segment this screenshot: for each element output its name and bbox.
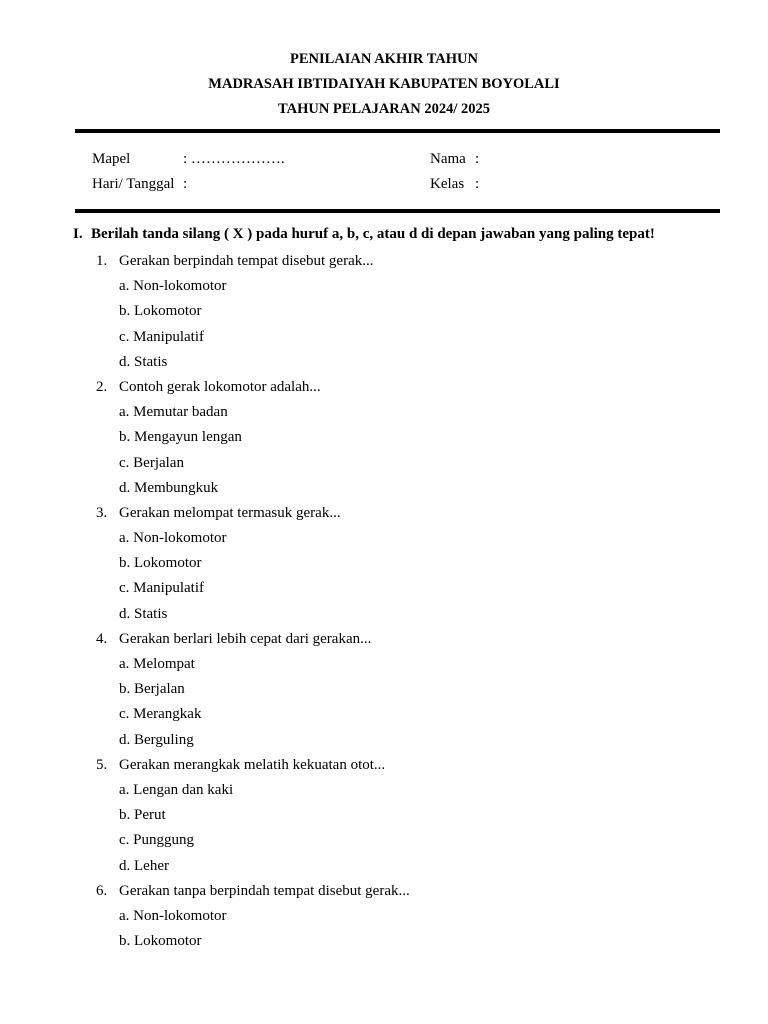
- answer-option: [0, 451, 768, 476]
- answer-option: [0, 576, 768, 601]
- answer-option: [0, 854, 768, 879]
- option-text: b. Mengayun lengan: [119, 429, 242, 446]
- question-text: Gerakan berlari lebih cepat dari gerakan...: [119, 630, 372, 647]
- option-text: a. Non-lokomotor: [119, 278, 227, 295]
- option-text: b. Lokomotor: [119, 303, 202, 320]
- answer-option: [0, 274, 768, 299]
- question-row: [0, 753, 768, 778]
- question-list: [0, 249, 768, 954]
- option-text: c. Manipulatif: [119, 328, 204, 345]
- kelas-value: :: [475, 176, 480, 192]
- question-number: 6.: [96, 882, 108, 899]
- option-text: a. Lengan dan kaki: [119, 781, 234, 798]
- option-text: a. Non-lokomotor: [119, 530, 227, 547]
- hari-tanggal-label: Hari/ Tanggal: [92, 176, 175, 192]
- question-row: [0, 249, 768, 274]
- option-text: b. Lokomotor: [119, 933, 202, 950]
- question-text: Gerakan melompat termasuk gerak...: [119, 504, 341, 521]
- question-text: Gerakan tanpa berpindah tempat disebut gerak...: [119, 882, 410, 899]
- option-text: b. Berjalan: [119, 681, 185, 698]
- hari-tanggal-value: :: [183, 176, 188, 192]
- school-name: MADRASAH IBTIDAIYAH KABUPATEN BOYOLALI: [208, 76, 560, 92]
- question-text: Gerakan merangkak melatih kekuatan otot...: [119, 756, 386, 773]
- question-row: [0, 501, 768, 526]
- answer-option: [0, 929, 768, 954]
- option-text: d. Leher: [119, 857, 169, 874]
- answer-option: [0, 677, 768, 702]
- mapel-value: : ……………….: [183, 151, 285, 167]
- answer-option: [0, 425, 768, 450]
- option-text: d. Statis: [119, 605, 168, 622]
- answer-option: [0, 652, 768, 677]
- header-divider-bottom: [75, 209, 720, 213]
- question-number: 1.: [96, 253, 108, 269]
- option-text: c. Manipulatif: [119, 580, 204, 597]
- answer-option: [0, 778, 768, 803]
- section-numeral: I.: [73, 226, 83, 242]
- exam-title: PENILAIAN AKHIR TAHUN: [290, 51, 478, 67]
- option-text: b. Lokomotor: [119, 555, 202, 572]
- question-row: [0, 627, 768, 652]
- option-text: a. Melompat: [119, 656, 195, 672]
- answer-option: [0, 350, 768, 375]
- option-text: c. Merangkak: [119, 706, 202, 723]
- section-instruction: [73, 226, 655, 243]
- option-text: a. Memutar badan: [119, 404, 228, 421]
- option-text: d. Berguling: [119, 731, 194, 748]
- question-number: 4.: [96, 630, 108, 647]
- answer-option: [0, 476, 768, 501]
- header-divider-top: [75, 129, 720, 133]
- option-text: c. Punggung: [119, 832, 194, 849]
- answer-option: [0, 803, 768, 828]
- nama-label: Nama: [430, 151, 466, 167]
- question-number: 3.: [96, 504, 108, 521]
- nama-value: :: [475, 151, 480, 167]
- option-text: d. Membungkuk: [119, 479, 219, 496]
- option-text: a. Non-lokomotor: [119, 907, 227, 924]
- question-text: Gerakan berpindah tempat disebut gerak...: [119, 253, 374, 269]
- mapel-label: Mapel: [92, 151, 131, 167]
- answer-option: [0, 602, 768, 627]
- academic-year: TAHUN PELAJARAN 2024/ 2025: [278, 101, 490, 117]
- question-row: [0, 375, 768, 400]
- answer-option: [0, 828, 768, 853]
- option-text: d. Statis: [119, 353, 168, 370]
- kelas-label: Kelas: [430, 176, 465, 192]
- question-number: 5.: [96, 756, 108, 773]
- question-row: [0, 879, 768, 904]
- question-text: Contoh gerak lokomotor adalah...: [119, 378, 321, 395]
- question-number: 2.: [96, 378, 108, 395]
- option-text: c. Berjalan: [119, 454, 184, 471]
- answer-option: [0, 728, 768, 753]
- answer-option: [0, 702, 768, 727]
- answer-option: [0, 400, 768, 425]
- instruction-text: Berilah tanda silang ( X ) pada huruf a, b, c, atau d di depan jawaban yang paling tepat!: [91, 226, 655, 242]
- answer-option: [0, 526, 768, 551]
- option-text: b. Perut: [119, 807, 166, 824]
- answer-option: [0, 904, 768, 929]
- answer-option: [0, 299, 768, 324]
- answer-option: [0, 551, 768, 576]
- answer-option: [0, 325, 768, 350]
